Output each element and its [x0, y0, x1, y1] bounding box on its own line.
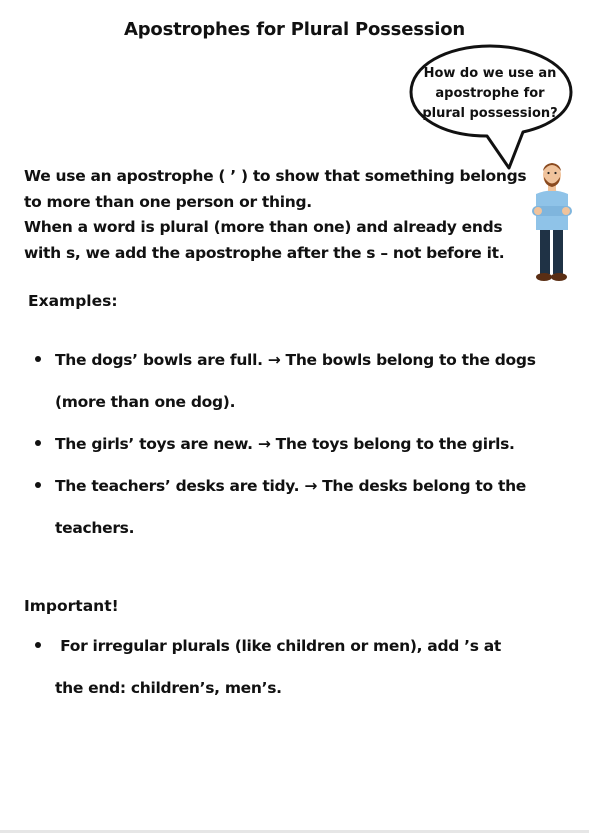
intro-paragraph: We use an apostrophe ( ’ ) to show that something belongs to more than one person or thing.	[24, 167, 527, 211]
bullet-icon	[35, 482, 41, 488]
example-text: The teachers’ desks are tidy. → The desks belong to the teachers.	[55, 477, 527, 537]
important-list	[25, 625, 515, 709]
list-item	[25, 625, 515, 709]
speech-bubble-text: How do we use an apostrophe for plural possession?	[422, 66, 558, 121]
examples-heading: Examples:	[28, 292, 118, 310]
example-text: The dogs’ bowls are full. → The bowls belong to the dogs (more than one dog).	[55, 351, 536, 411]
intro-text	[24, 164, 529, 266]
list-item	[25, 423, 540, 465]
examples-list	[25, 339, 540, 549]
bullet-icon	[35, 440, 41, 446]
list-item	[25, 465, 540, 549]
intro-paragraph: When a word is plural (more than one) and already ends with s, we add the apostrophe after the s – not before it.	[24, 218, 505, 262]
bullet-icon	[35, 356, 41, 362]
important-text: For irregular plurals (like children or men), add ’s at the end: children’s, men’s.	[55, 637, 507, 697]
example-text: The girls’ toys are new. → The toys belong to the girls.	[55, 435, 515, 453]
important-heading: Important!	[24, 597, 119, 615]
bullet-icon	[35, 642, 41, 648]
page-title: Apostrophes for Plural Possession	[124, 19, 465, 40]
list-item	[25, 339, 540, 423]
teacher-character-icon	[526, 158, 578, 284]
